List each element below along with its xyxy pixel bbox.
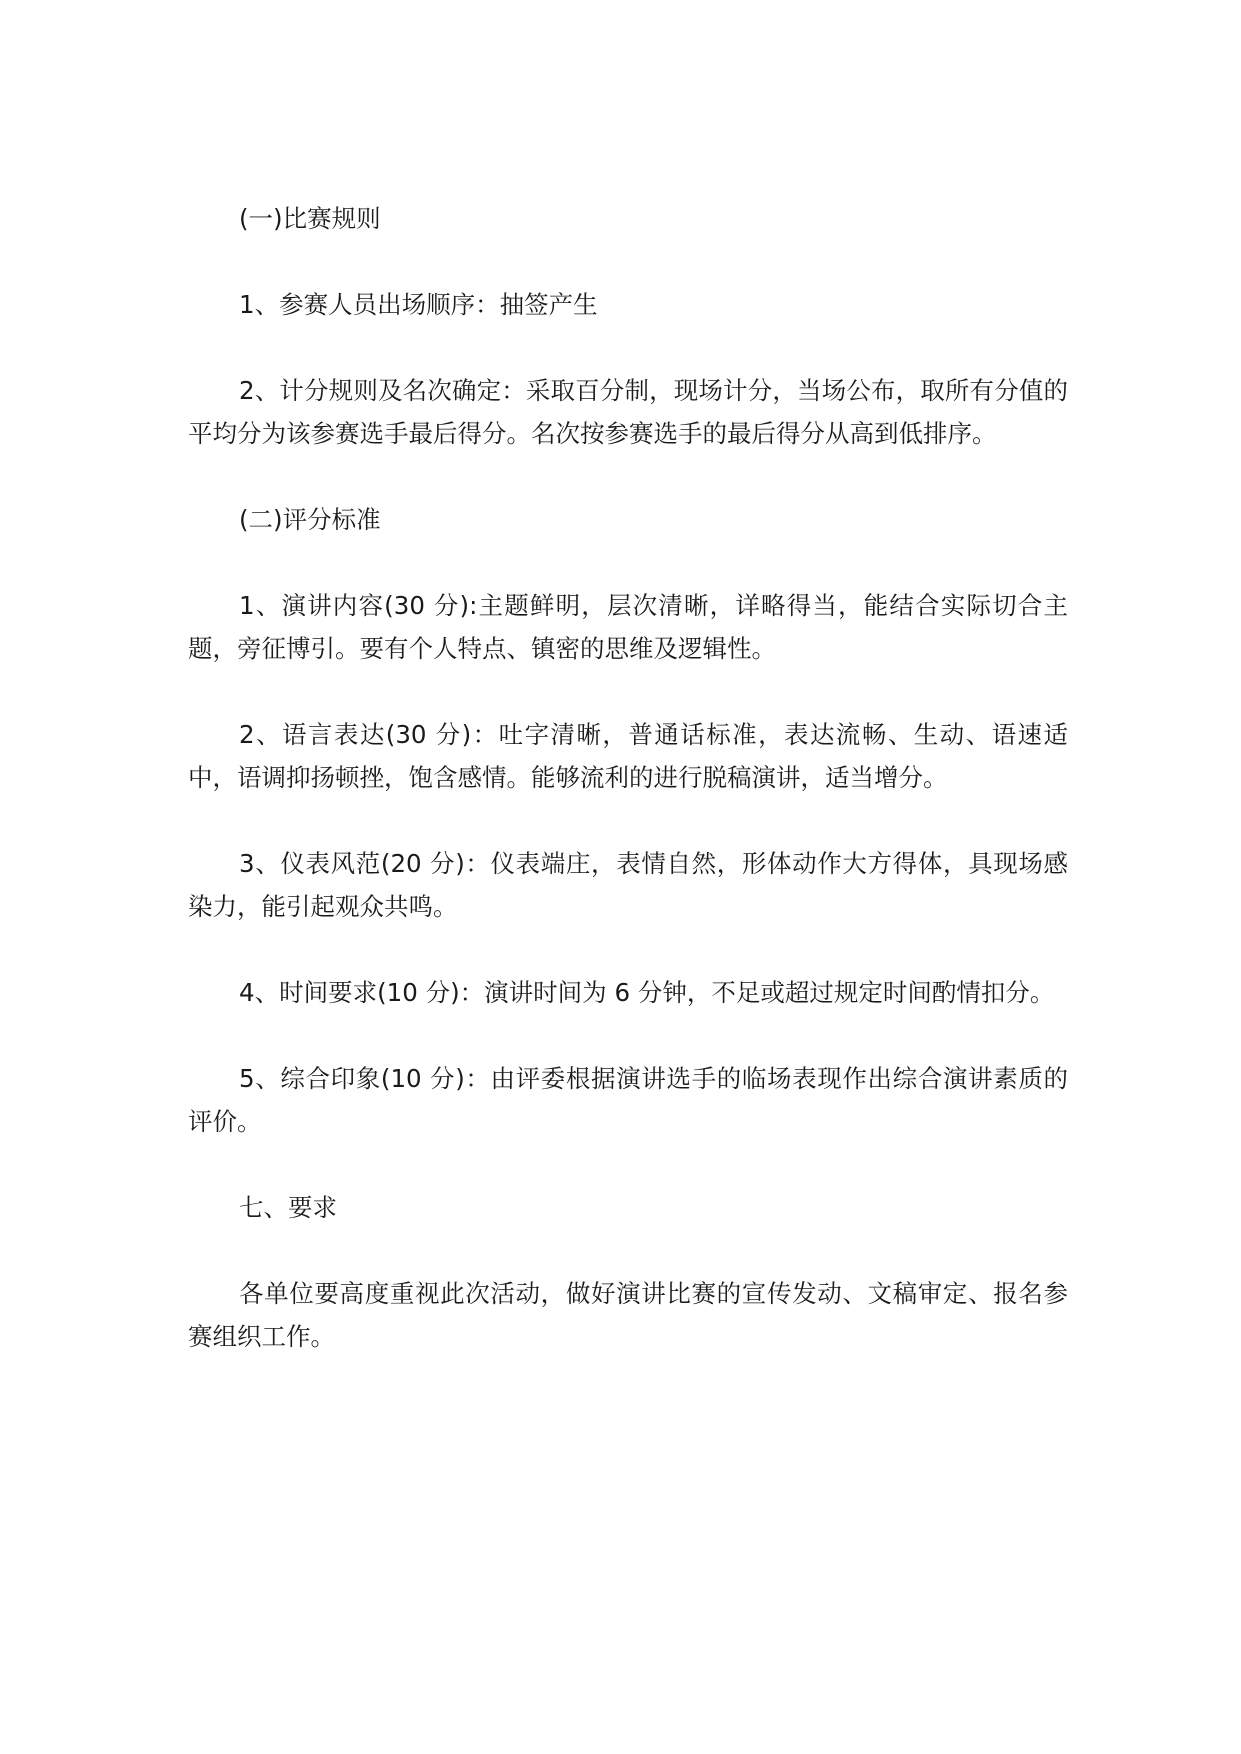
criteria-item-content: 1、演讲内容(30 分):主题鲜明，层次清晰，详略得当，能结合实际切合主题，旁征博引。要有个人特点、镇密的思维及逻辑性。: [188, 591, 1068, 663]
document-body: [188, 197, 1068, 1401]
section-heading-requirements: 七、要求: [239, 1193, 337, 1222]
section-heading-competition-rules: (一)比赛规则: [239, 204, 381, 233]
rule-item-scoring: 2、计分规则及名次确定：采取百分制，现场计分，当场公布，取所有分值的平均分为该参赛选手最后得分。名次按参赛选手的最后得分从高到低排序。: [188, 376, 1068, 448]
criteria-item-appearance: 3、仪表风范(20 分)：仪表端庄，表情自然，形体动作大方得体，具现场感染力，能引起观众共鸣。: [188, 849, 1068, 921]
rule-item-order: 1、参赛人员出场顺序：抽签产生: [239, 290, 598, 319]
criteria-item-impression: 5、综合印象(10 分)：由评委根据演讲选手的临场表现作出综合演讲素质的评价。: [188, 1064, 1068, 1136]
criteria-item-expression: 2、语言表达(30 分)：吐字清晰，普通话标准，表达流畅、生动、语速适中，语调抑扬顿挫，饱含感情。能够流利的进行脱稿演讲，适当增分。: [188, 720, 1068, 792]
criteria-item-time: 4、时间要求(10 分)：演讲时间为 6 分钟，不足或超过规定时间酌情扣分。: [239, 978, 1055, 1007]
section-heading-scoring-criteria: (二)评分标准: [239, 505, 381, 534]
requirements-text: 各单位要高度重视此次活动，做好演讲比赛的宣传发动、文稿审定、报名参赛组织工作。: [188, 1279, 1068, 1351]
